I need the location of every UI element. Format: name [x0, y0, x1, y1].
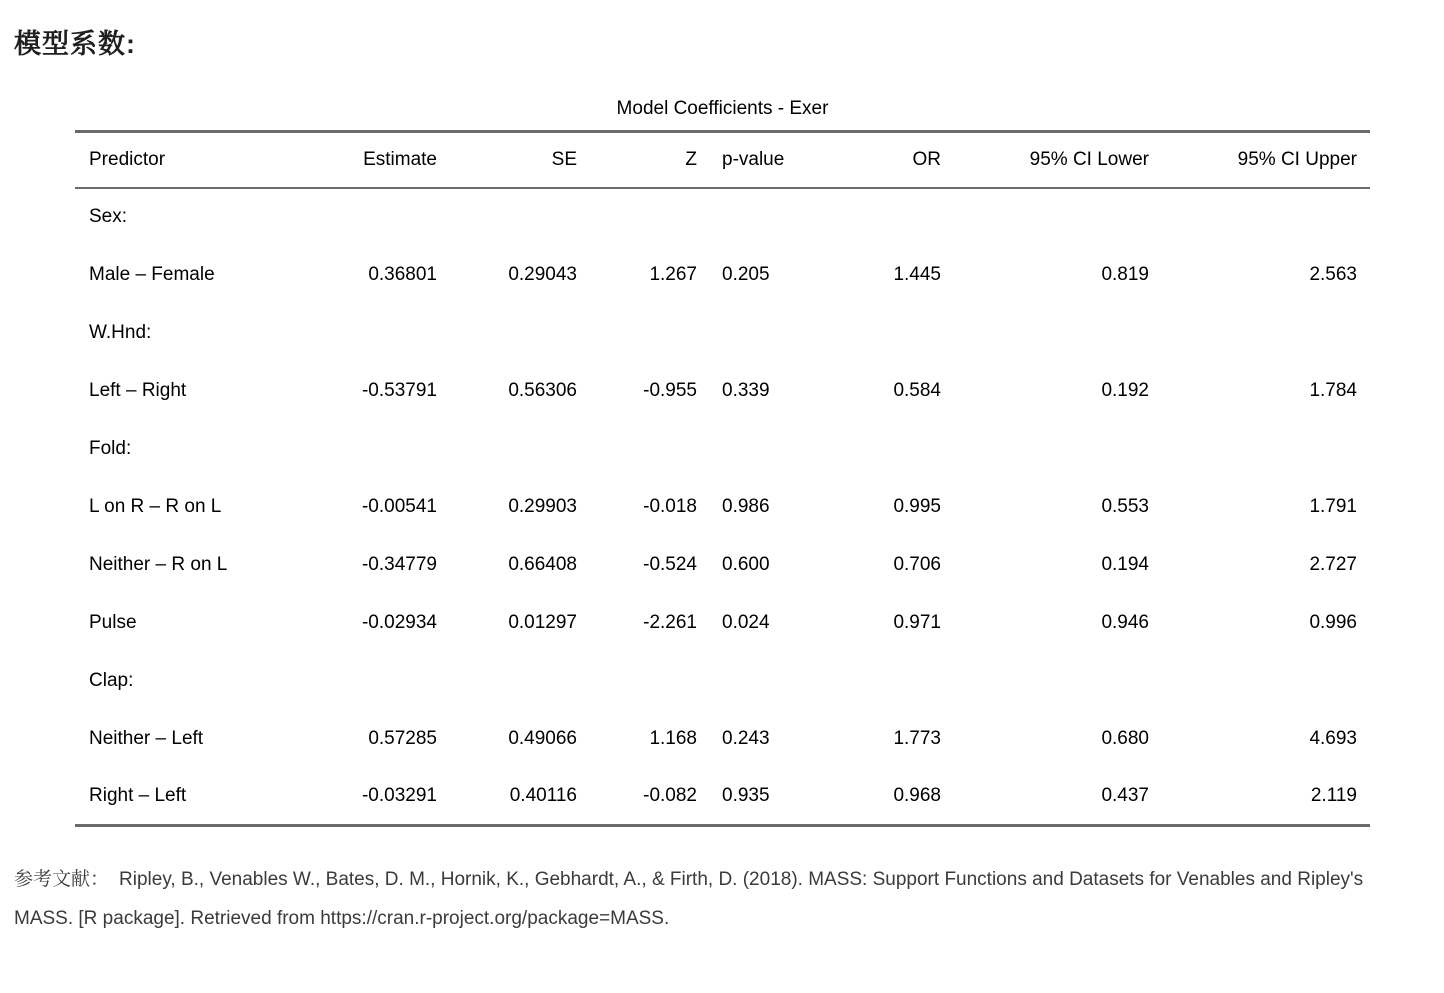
value-cell: [577, 304, 697, 362]
value-cell: 0.553: [1101, 495, 1149, 517]
value-cell: [290, 304, 437, 362]
value-cell: -2.261: [643, 611, 697, 633]
column-header-ci-upper: 95% CI Upper: [1149, 132, 1370, 188]
coefficients-table-container: [0, 98, 1444, 827]
value-cell: -0.02934: [361, 611, 437, 633]
table-group-row: [75, 420, 1370, 478]
value-cell: 0.024: [722, 611, 770, 633]
section-heading: 模型系数:: [14, 29, 136, 59]
predictor-cell: Neither – R on L: [89, 553, 228, 575]
value-cell: 0.437: [941, 768, 1149, 826]
predictor-cell: Left – Right: [89, 379, 187, 401]
value-cell: [577, 420, 697, 478]
value-cell: 0.194: [1101, 553, 1149, 575]
value-cell: 1.773: [893, 727, 941, 749]
column-header-predictor: Predictor: [75, 132, 290, 188]
value-cell: 0.56306: [508, 379, 577, 401]
value-cell: 0.49066: [508, 727, 577, 749]
value-cell: 0.192: [1101, 379, 1149, 401]
value-cell: 0.995: [893, 495, 941, 517]
value-cell: 0.706: [893, 553, 941, 575]
value-cell: [941, 420, 1149, 478]
table-group-row: [75, 188, 1370, 246]
value-cell: -0.53791: [361, 379, 437, 401]
column-header-z: Z: [577, 132, 697, 188]
value-cell: [697, 304, 825, 362]
value-cell: 0.66408: [508, 553, 577, 575]
value-cell: 0.01297: [508, 611, 577, 633]
column-header-ci-lower: 95% CI Lower: [941, 132, 1149, 188]
predictor-cell: Male – Female: [89, 263, 215, 285]
value-cell: 4.693: [1309, 727, 1357, 749]
column-header-se: SE: [437, 132, 577, 188]
value-cell: [1149, 188, 1370, 246]
table-header-row: [75, 132, 1370, 188]
table-row: [75, 246, 1370, 304]
value-cell: 1.784: [1309, 379, 1357, 401]
value-cell: -0.082: [577, 768, 697, 826]
value-cell: 0.946: [1101, 611, 1149, 633]
table-title: Model Coefficients - Exer: [616, 98, 829, 119]
value-cell: 0.971: [893, 611, 941, 633]
value-cell: -0.524: [643, 553, 697, 575]
group-label-cell: Fold:: [89, 437, 132, 459]
value-cell: [941, 652, 1149, 710]
table-row: [75, 594, 1370, 652]
value-cell: [437, 188, 577, 246]
value-cell: 2.119: [1149, 768, 1370, 826]
value-cell: [825, 652, 941, 710]
value-cell: 2.563: [1309, 263, 1357, 285]
value-cell: -0.34779: [361, 553, 437, 575]
table-group-row: [75, 652, 1370, 710]
value-cell: 0.819: [1101, 263, 1149, 285]
value-cell: 0.996: [1309, 611, 1357, 633]
value-cell: [290, 188, 437, 246]
coefficients-table: [75, 130, 1370, 827]
value-cell: 2.727: [1309, 553, 1357, 575]
predictor-cell: Right – Left: [75, 768, 290, 826]
table-row: [75, 710, 1370, 768]
value-cell: [437, 652, 577, 710]
reference-citation: Ripley, B., Venables W., Bates, D. M., Hornik, K., Gebhardt, A., & Firth, D. (2018). MASS: Support Functions and Datasets for Venables and Ripley's MASS. [R package]. Retrieved from https://cran.r-project.org/package=MASS.: [14, 869, 1364, 929]
value-cell: 0.205: [722, 263, 770, 285]
value-cell: [697, 188, 825, 246]
value-cell: [1149, 420, 1370, 478]
value-cell: [577, 188, 697, 246]
value-cell: [941, 188, 1149, 246]
results-page: [0, 26, 1444, 993]
value-cell: 1.791: [1309, 495, 1357, 517]
value-cell: 0.339: [722, 379, 770, 401]
value-cell: 0.680: [1101, 727, 1149, 749]
value-cell: 1.267: [649, 263, 697, 285]
value-cell: 0.29903: [508, 495, 577, 517]
value-cell: [577, 652, 697, 710]
value-cell: 0.243: [722, 727, 770, 749]
value-cell: [437, 304, 577, 362]
predictor-cell: Pulse: [89, 611, 137, 633]
value-cell: 1.168: [649, 727, 697, 749]
predictor-cell: L on R – R on L: [89, 495, 222, 517]
value-cell: [825, 420, 941, 478]
value-cell: [1149, 304, 1370, 362]
value-cell: [1149, 652, 1370, 710]
value-cell: [437, 420, 577, 478]
reference-note: [14, 860, 1426, 938]
column-header-or: OR: [825, 132, 941, 188]
column-header-estimate: Estimate: [290, 132, 437, 188]
value-cell: -0.03291: [290, 768, 437, 826]
table-row: [75, 362, 1370, 420]
value-cell: 1.445: [893, 263, 941, 285]
value-cell: -0.955: [643, 379, 697, 401]
group-label-cell: W.Hnd:: [89, 321, 152, 343]
value-cell: [825, 304, 941, 362]
value-cell: 0.584: [893, 379, 941, 401]
value-cell: 0.968: [825, 768, 941, 826]
value-cell: 0.935: [697, 768, 825, 826]
value-cell: -0.00541: [361, 495, 437, 517]
value-cell: [290, 652, 437, 710]
value-cell: [941, 304, 1149, 362]
table-body: [75, 188, 1370, 826]
reference-label: 参考文献：: [14, 869, 110, 890]
value-cell: [697, 420, 825, 478]
group-label-cell: Sex:: [89, 206, 128, 227]
value-cell: 0.986: [722, 495, 770, 517]
value-cell: 0.600: [722, 553, 770, 575]
group-label-cell: Clap:: [89, 669, 134, 691]
value-cell: -0.018: [643, 495, 697, 517]
predictor-cell: Neither – Left: [89, 727, 204, 749]
table-group-row: [75, 304, 1370, 362]
value-cell: 0.29043: [508, 263, 577, 285]
value-cell: [825, 188, 941, 246]
value-cell: [290, 420, 437, 478]
value-cell: 0.36801: [368, 263, 437, 285]
table-row: [75, 768, 1370, 826]
value-cell: 0.40116: [437, 768, 577, 826]
table-row: [75, 478, 1370, 536]
value-cell: [697, 652, 825, 710]
value-cell: 0.57285: [368, 727, 437, 749]
column-header-p-value: p-value: [697, 132, 825, 188]
table-row: [75, 536, 1370, 594]
